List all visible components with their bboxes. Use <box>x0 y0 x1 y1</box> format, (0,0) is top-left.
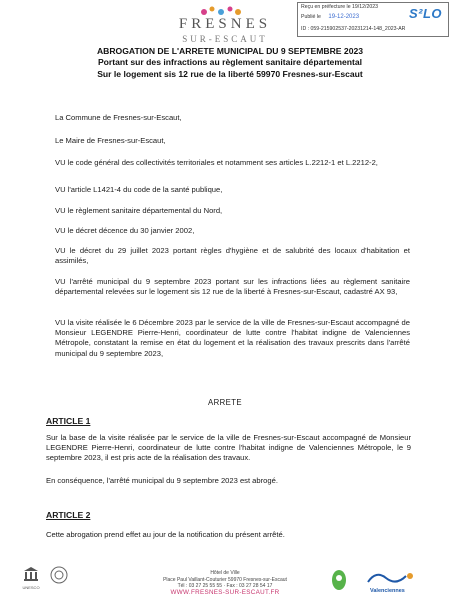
article-2-body: Cette abrogation prend effet au jour de la notification du présent arrêté. <box>46 530 285 539</box>
paragraph-vu-visite: VU la visite réalisée le 6 Décembre 2023 par le service de la ville de Fresnes-sur-Escaut accompagné de Monsieur LEGENDRE Pierre-Henri, coordinateur de lutte contre l'habitat indigne de Valenciennes Métropole, constatant la remise en état du logement et la réalisation des travaux prescrits dans l'arrêté municipal du 9 septembre 2023, <box>55 318 410 358</box>
prefecture-stamp <box>297 2 449 37</box>
arrete-heading: ARRETE <box>207 398 243 407</box>
footer-street: Place Paul Vaillant-Couturier 59970 Fresnes-sur-Escaut <box>163 576 287 583</box>
stamp-published <box>301 14 359 21</box>
article-1-heading: ARTICLE 1 <box>46 416 91 426</box>
logo-subtitle: SUR-ESCAUT <box>182 34 268 44</box>
title-line-2: Portant sur des infractions au règlement sanitaire départemental <box>97 57 363 68</box>
stamp-published-date: 19-12-2023 <box>328 14 360 20</box>
footer-hotel-de-ville: Hôtel de Ville <box>210 570 240 576</box>
document-title <box>60 46 400 80</box>
slo-brand-logo: S²LO <box>408 6 442 21</box>
stamp-id: ID : 059-215902537-20231214-148_2023-AR <box>301 26 406 32</box>
logo-wordmark: FRESNES <box>178 16 272 32</box>
heritage-badge-icon <box>50 566 68 584</box>
footer-phone: Tél : 03 27 25 55 55 · Fax : 03 27 28 54 17 <box>177 583 273 589</box>
paragraph-vu-csp: VU l'article L1421-4 du code de la santé publique, <box>55 185 223 194</box>
unesco-label: UNESCO <box>22 585 40 590</box>
footer-address <box>140 570 310 596</box>
paragraph-vu-arrete: VU l'arrêté municipal du 9 septembre 2023 portant sur les infractions liées au règlement sanitaire départemental relevées sur le logement sis 12 rue de la liberté à Fresnes-sur-Escaut, cadastré AX 93, <box>55 277 410 297</box>
paragraph-vu-rsd: VU le règlement sanitaire départemental du Nord, <box>55 206 223 215</box>
title-line-1: ABROGATION DE L'ARRETE MUNICIPAL DU 9 SEPTEMBRE 2023 <box>96 46 364 56</box>
paragraph-vu-cgct: VU le code général des collectivités territoriales et notamment ses articles L.2212-1 et L.2212-2, <box>55 158 378 167</box>
paragraph-vu-decret: VU le décret du 29 juillet 2023 portant règles d'hygiène et de salubrité des locaux d'habitation et assimilés, <box>55 246 410 266</box>
article-1-body: Sur la base de la visite réalisée par le service de la ville de Fresnes-sur-Escaut accompagné de Monsieur LEGENDRE Pierre-Henri, coordinateur de lutte contre l'habitat indigne de Valenciennes Métropole, le 9 septembre 2023, il est pris acte de la réalisation des travaux. <box>46 433 411 463</box>
title-line-3: Sur le logement sis 12 rue de la liberté 59970 Fresnes-sur-Escaut <box>97 68 363 79</box>
article-1-consequence: En conséquence, l'arrêté municipal du 9 septembre 2023 est abrogé. <box>46 476 278 485</box>
footer-website-link[interactable]: WWW.FRESNES-SUR-ESCAUT.FR <box>170 588 280 596</box>
paragraph-maire: Le Maire de Fresnes-sur-Escaut, <box>55 136 166 145</box>
valenciennes-label: Valenciennes <box>370 588 405 594</box>
article-2-heading: ARTICLE 2 <box>46 510 91 520</box>
green-label-icon <box>330 568 348 592</box>
stamp-received: Reçu en préfecture le 19/12/2023 <box>301 4 379 10</box>
unesco-temple-icon <box>23 566 39 582</box>
stamp-published-label: Publié le <box>301 14 321 20</box>
paragraph-commune: La Commune de Fresnes-sur-Escaut, <box>55 113 182 122</box>
paragraph-vu-decence: VU le décret décence du 30 janvier 2002, <box>55 226 195 235</box>
